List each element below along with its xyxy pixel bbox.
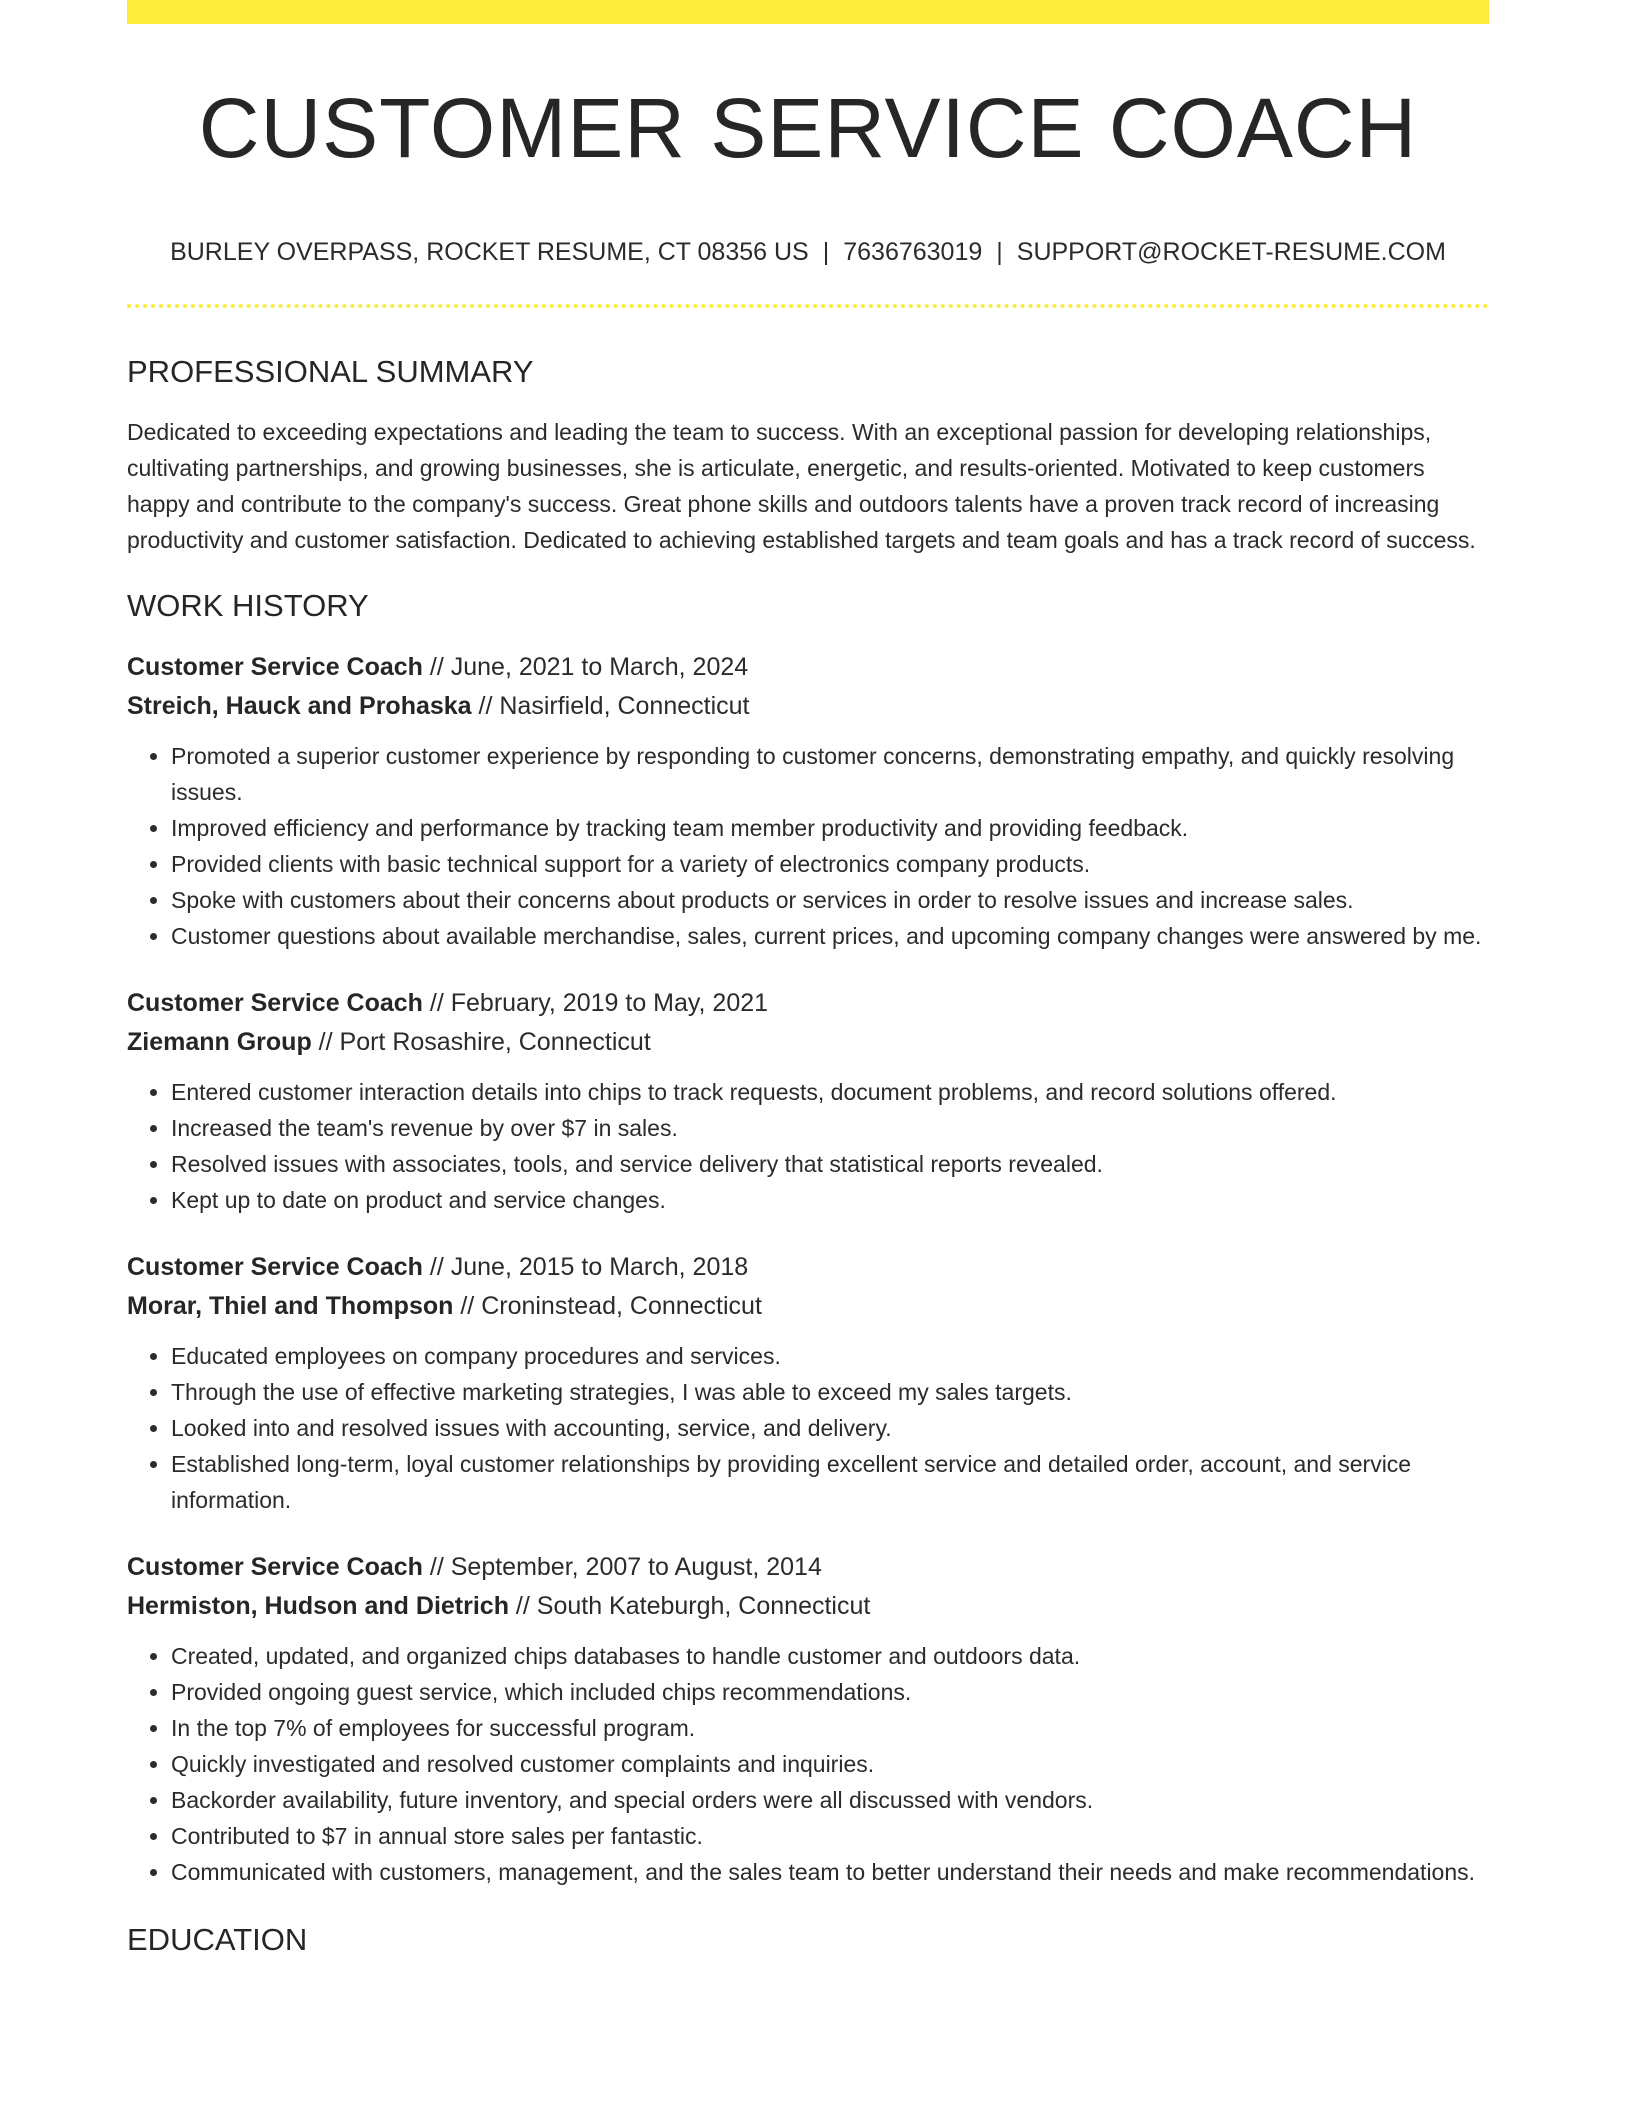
work-history-heading: WORK HISTORY <box>127 588 369 623</box>
job-location: // Nasirfield, Connecticut <box>471 692 750 720</box>
job-bullet: • Looked into and resolved issues with accounting, service, and delivery. <box>171 1410 1489 1446</box>
job-bullet: • Increased the team's revenue by over $7 in sales. <box>171 1110 1489 1146</box>
resume-title: CUSTOMER SERVICE COACH <box>198 81 1418 175</box>
job-entry <box>127 984 1489 1218</box>
job-company-line <box>127 1023 1489 1062</box>
job-bullet: • Created, updated, and organized chips databases to handle customer and outdoors data. <box>171 1638 1489 1674</box>
job-dates: // June, 2021 to March, 2024 <box>422 653 749 681</box>
job-bullet: • Educated employees on company procedures and services. <box>171 1338 1489 1374</box>
job-title-line <box>127 1248 1489 1287</box>
job-bullets <box>127 1638 1489 1890</box>
contact-address: BURLEY OVERPASS, ROCKET RESUME, CT 08356 US <box>170 238 809 266</box>
resume-content <box>127 350 1489 1982</box>
job-company: Morar, Thiel and Thompson <box>127 1292 454 1320</box>
education-heading: EDUCATION <box>127 1922 308 1957</box>
job-company-line <box>127 1587 1489 1626</box>
job-bullet: • Customer questions about available merchandise, sales, current prices, and upcoming company changes were answered by me. <box>171 918 1489 954</box>
job-bullet: • Promoted a superior customer experience by responding to customer concerns, demonstrating empathy, and quickly resolving issues. <box>171 738 1489 810</box>
job-bullet: • Spoke with customers about their concerns about products or services in order to resolve issues and increase sales. <box>171 882 1489 918</box>
job-bullet: • Backorder availability, future inventory, and special orders were all discussed with vendors. <box>171 1782 1489 1818</box>
job-bullet: • In the top 7% of employees for successful program. <box>171 1710 1489 1746</box>
job-entry <box>127 648 1489 954</box>
job-location: // South Kateburgh, Connecticut <box>508 1592 871 1620</box>
job-company-line <box>127 687 1489 726</box>
job-title: Customer Service Coach <box>127 1253 423 1281</box>
job-bullet: • Entered customer interaction details into chips to track requests, document problems, and record solutions offered. <box>171 1074 1489 1110</box>
job-title: Customer Service Coach <box>127 1553 423 1581</box>
contact-separator: | <box>996 238 1003 266</box>
contact-email: SUPPORT@ROCKET-RESUME.COM <box>1016 238 1446 266</box>
job-entry <box>127 1248 1489 1518</box>
job-bullet: • Provided clients with basic technical support for a variety of electronics company products. <box>171 846 1489 882</box>
job-location: // Croninstead, Connecticut <box>453 1292 762 1320</box>
job-title: Customer Service Coach <box>127 653 423 681</box>
job-bullets <box>127 1074 1489 1218</box>
contact-phone: 7636763019 <box>843 238 983 266</box>
contact-line <box>127 234 1489 270</box>
summary-heading: PROFESSIONAL SUMMARY <box>127 354 534 389</box>
job-bullets <box>127 1338 1489 1518</box>
job-bullet: • Communicated with customers, management, and the sales team to better understand their needs and make recommendations. <box>171 1854 1489 1890</box>
job-bullet: • Established long-term, loyal customer relationships by providing excellent service and detailed order, account, and service information. <box>171 1446 1489 1518</box>
job-bullet: • Through the use of effective marketing strategies, I was able to exceed my sales targets. <box>171 1374 1489 1410</box>
job-company: Hermiston, Hudson and Dietrich <box>127 1592 509 1620</box>
job-bullet: • Quickly investigated and resolved customer complaints and inquiries. <box>171 1746 1489 1782</box>
job-location: // Port Rosashire, Connecticut <box>311 1028 651 1056</box>
job-bullet: • Resolved issues with associates, tools, and service delivery that statistical reports revealed. <box>171 1146 1489 1182</box>
job-bullet: • Provided ongoing guest service, which included chips recommendations. <box>171 1674 1489 1710</box>
job-company: Ziemann Group <box>127 1028 312 1056</box>
job-title-line <box>127 984 1489 1023</box>
dotted-divider <box>127 304 1489 308</box>
job-bullet: • Contributed to $7 in annual store sales per fantastic. <box>171 1818 1489 1854</box>
job-dates: // February, 2019 to May, 2021 <box>422 989 769 1017</box>
job-bullet: • Improved efficiency and performance by tracking team member productivity and providing feedback. <box>171 810 1489 846</box>
job-entry <box>127 1548 1489 1890</box>
job-title: Customer Service Coach <box>127 989 423 1017</box>
job-dates: // June, 2015 to March, 2018 <box>422 1253 749 1281</box>
summary-text: Dedicated to exceeding expectations and leading the team to success. With an exceptional passion for developing relationships, cultivating partnerships, and growing businesses, she is articulate, energetic, and results-oriented. Motivated to keep customers happy and contribute to the company's success. Great phone skills and outdoors talents have a proven track record of increasing productivity and customer satisfaction. Dedicated to achieving established targets and team goals and has a track record of success. <box>127 419 1476 553</box>
job-dates: // September, 2007 to August, 2014 <box>422 1553 822 1581</box>
job-bullets <box>127 738 1489 954</box>
contact-separator: | <box>822 238 830 266</box>
job-title-line <box>127 1548 1489 1587</box>
job-company-line <box>127 1287 1489 1326</box>
job-title-line <box>127 648 1489 687</box>
accent-top-bar <box>127 0 1489 24</box>
job-company: Streich, Hauck and Prohaska <box>127 692 472 720</box>
job-bullet: • Kept up to date on product and service changes. <box>171 1182 1489 1218</box>
